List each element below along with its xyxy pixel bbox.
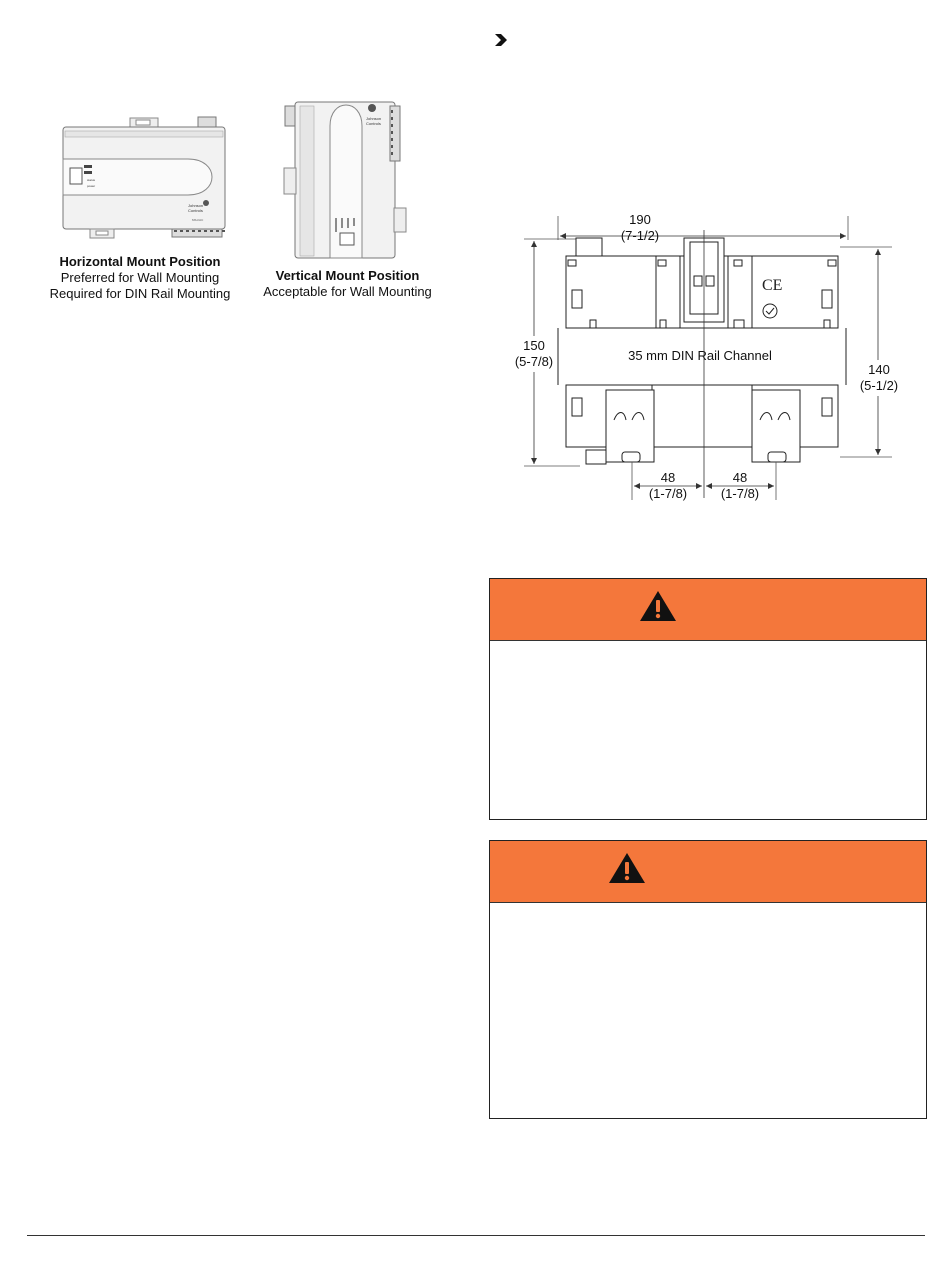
horizontal-device-drawing (60, 115, 230, 245)
clip-right-in-label: (1-7/8) (720, 486, 760, 501)
warning-triangle-icon (608, 852, 646, 884)
clip-left-in-label: (1-7/8) (648, 486, 688, 501)
vertical-caption (240, 268, 455, 300)
svg-text:Controls: Controls (188, 208, 203, 213)
svg-text:power: power (87, 184, 96, 188)
chevron-right-icon (494, 33, 508, 47)
svg-text:Johnson: Johnson (366, 116, 382, 121)
warning-header-2 (490, 841, 926, 903)
height-left-in-label: (5-7/8) (514, 354, 554, 369)
svg-text:MS-FAC: MS-FAC (192, 218, 204, 222)
height-left-mm-label: 150 (523, 338, 545, 353)
warning-triangle-icon (639, 590, 677, 622)
clip-right-mm-label: 48 (732, 470, 748, 485)
height-right-in-label: (5-1/2) (859, 378, 899, 393)
width-in-label: (7-1/2) (620, 228, 660, 243)
horizontal-caption (25, 254, 255, 302)
vertical-title: Vertical Mount Position (275, 268, 420, 283)
warning-header-1 (490, 579, 926, 641)
width-mm-label: 190 (629, 212, 651, 227)
horizontal-line1: Preferred for Wall Mounting (60, 270, 220, 285)
warning-box-1 (489, 578, 927, 820)
din-rail-dimension-drawing (490, 200, 920, 520)
svg-text:Controls: Controls (366, 121, 381, 126)
clip-left-mm-label: 48 (660, 470, 676, 485)
height-right-mm-label: 140 (868, 362, 890, 377)
vertical-line1: Acceptable for Wall Mounting (263, 284, 432, 299)
svg-text:Johnson: Johnson (188, 203, 204, 208)
svg-text:status: status (87, 178, 96, 182)
rail-channel-label: 35 mm DIN Rail Channel (628, 348, 772, 363)
vertical-device-drawing (282, 98, 410, 263)
warning-box-2 (489, 840, 927, 1119)
horizontal-title: Horizontal Mount Position (59, 254, 221, 269)
horizontal-line2: Required for DIN Rail Mounting (49, 286, 231, 301)
footer-rule (27, 1235, 925, 1236)
ce-mark-icon: CE (762, 277, 783, 294)
